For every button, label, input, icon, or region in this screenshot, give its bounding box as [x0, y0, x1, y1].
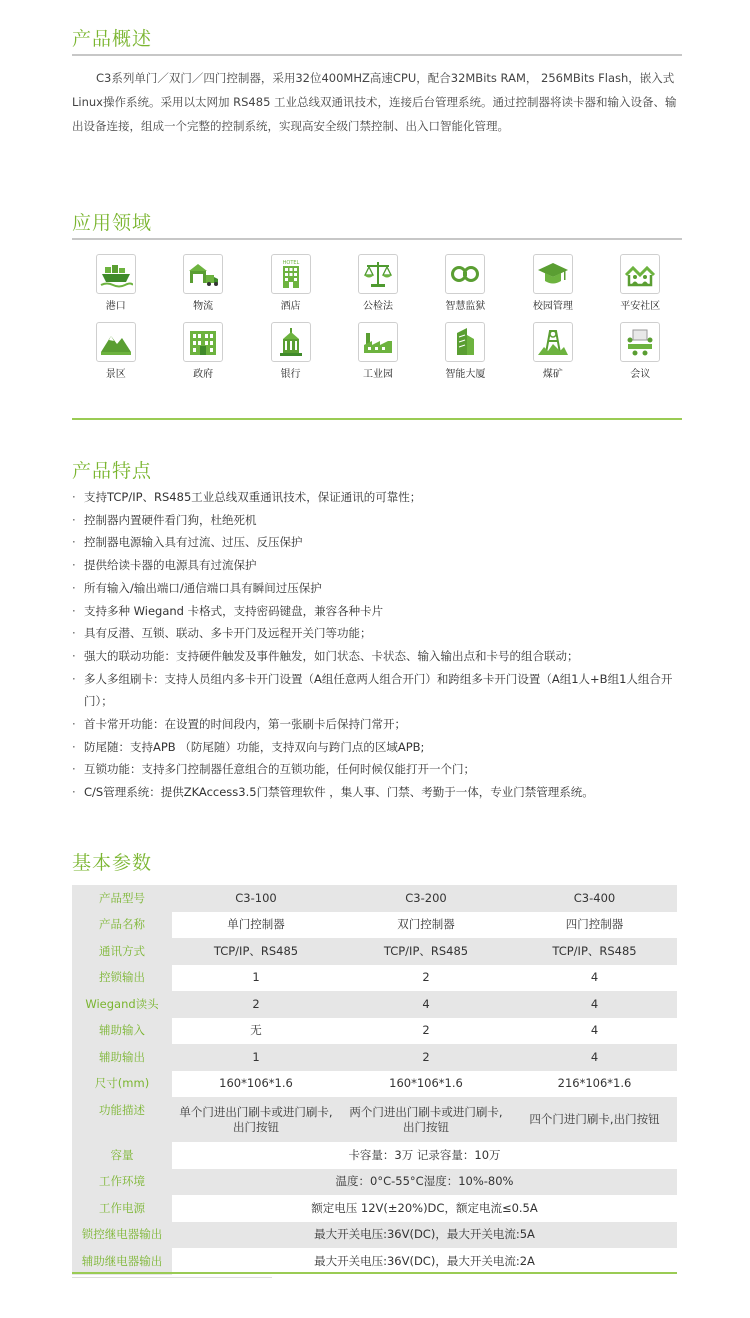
row-label: 锁控继电器输出: [72, 1222, 172, 1249]
app-item-government: [159, 322, 246, 382]
bank-icon: [271, 322, 311, 362]
feature-item: · 支持多种 Wiegand 卡格式，支持密码键盘，兼容各种卡片: [72, 600, 687, 623]
app-item-industrial-park: [334, 322, 421, 382]
applications-bottom-divider: [72, 418, 682, 420]
table-row: [72, 1169, 677, 1196]
app-item-scenic: [72, 322, 159, 382]
row-label: 产品名称: [72, 912, 172, 939]
scenic-icon: [96, 322, 136, 362]
hotel-sign-text: HOTEL: [282, 260, 299, 266]
app-item-logistics: [159, 254, 246, 314]
app-item-port: [72, 254, 159, 314]
cell-value: 额定电压 12V(±20%)DC，额定电流≤0.5A: [172, 1195, 677, 1222]
prison-icon: [445, 254, 485, 294]
cell-value: 2: [340, 1018, 512, 1045]
cell-value: 4: [512, 965, 677, 992]
feature-item: · C/S管理系统：提供ZKAccess3.5门禁管理软件 ，集人事、门禁、考勤于一体，专业门禁管理系统。: [72, 781, 687, 804]
feature-item: · 防尾随：支持APB （防尾随）功能，支持双向与跨门点的区域APB;: [72, 736, 687, 759]
app-label: 酒店: [280, 301, 301, 312]
app-label: 银行: [280, 369, 301, 380]
cell-value: C3-100: [172, 885, 340, 912]
feature-item: · 多人多组刷卡：支持人员组内多卡开门设置（A组任意两人组合开门）和跨组多卡开门设置（A组1人+B组1人组合开门）；: [72, 668, 687, 713]
row-label: 尺寸(mm): [72, 1071, 172, 1098]
cell-value: C3-400: [512, 885, 677, 912]
feature-item: · 强大的联动功能：支持硬件触发及事件触发，如门状态、卡状态、输入输出点和卡号的组合联动；: [72, 645, 687, 668]
row-label: 工作电源: [72, 1195, 172, 1222]
cell-value: 4: [512, 991, 677, 1018]
app-label: 智能大厦: [445, 369, 486, 380]
table-row: [72, 1097, 677, 1142]
app-label: 政府: [193, 369, 214, 380]
app-label: 智慧监狱: [445, 301, 486, 312]
table-row: [72, 991, 677, 1018]
cell-value: 160*106*1.6: [340, 1071, 512, 1098]
table-row: [72, 938, 677, 965]
table-row: [72, 1044, 677, 1071]
cell-value: 1: [172, 965, 340, 992]
cell-value: 2: [340, 965, 512, 992]
cell-value: 最大开关电压:36V(DC)，最大开关电流:5A: [172, 1222, 677, 1249]
table-row: [72, 1018, 677, 1045]
government-icon: [183, 322, 223, 362]
app-label: 物流: [193, 301, 214, 312]
row-label: 控锁输出: [72, 965, 172, 992]
row-label: 容量: [72, 1142, 172, 1169]
logistics-icon: [183, 254, 223, 294]
feature-item: · 控制器内置硬件看门狗，杜绝死机: [72, 509, 687, 532]
feature-item: · 支持TCP/IP、RS485工业总线双重通讯技术，保证通讯的可靠性；: [72, 486, 687, 509]
feature-item: · 互锁功能：支持多门控制器任意组合的互锁功能，任何时候仅能打开一个门；: [72, 758, 687, 781]
feature-list: [72, 486, 687, 804]
cell-value: 2: [172, 991, 340, 1018]
cell-value: TCP/IP、RS485: [512, 938, 677, 965]
feature-item: · 首卡常开功能：在设置的时间段内，第一张刷卡后保持门常开；: [72, 713, 687, 736]
row-label: 通讯方式: [72, 938, 172, 965]
smart-building-icon: [445, 322, 485, 362]
app-label: 港口: [105, 301, 126, 312]
cell-value: 4: [340, 991, 512, 1018]
community-icon: [620, 254, 660, 294]
cell-value: 1: [172, 1044, 340, 1071]
table-row: [72, 1071, 677, 1098]
app-item-justice: [334, 254, 421, 314]
overview-text: C3系列单门／双门／四门控制器，采用32位400MHZ高速CPU，配合32MBits RAM， 256MBits Flash，嵌入式Linux操作系统。采用以太网加 RS485 工业总线双通讯技术，连接后台管理系统。通过控制器将读卡器和输入设备、输出设备连接，组成一个完整的控制系统，实现高安全级门禁控制、出入口智能化管理。: [72, 71, 677, 133]
feature-item: · 提供给读卡器的电源具有过流保护: [72, 554, 687, 577]
campus-icon: [533, 254, 573, 294]
cell-value: 无: [172, 1018, 340, 1045]
cell-value: 双门控制器: [340, 912, 512, 939]
industrial-park-icon: [358, 322, 398, 362]
app-label: 公检法: [362, 301, 393, 312]
row-label: 工作环境: [72, 1169, 172, 1196]
cell-value: C3-200: [340, 885, 512, 912]
application-grid: [72, 254, 684, 382]
features-title: 产品特点: [72, 460, 153, 482]
cell-value: TCP/IP、RS485: [172, 938, 340, 965]
table-row: [72, 1222, 677, 1249]
app-item-bank: [247, 322, 334, 382]
app-label: 会议: [630, 369, 651, 380]
cell-value: 4: [512, 1044, 677, 1071]
cell-value: 160*106*1.6: [172, 1071, 340, 1098]
cell-value: 温度：0°C-55°C湿度：10%-80%: [172, 1169, 677, 1196]
cell-value: 卡容量：3万 记录容量：10万: [172, 1142, 677, 1169]
app-item-community: [597, 254, 684, 314]
meeting-icon: [620, 322, 660, 362]
row-label: Wiegand读头: [72, 991, 172, 1018]
app-item-meeting: [597, 322, 684, 382]
params-table: [72, 885, 677, 1275]
overview-divider: [72, 54, 682, 56]
feature-item: · 具有反潜、互锁、联动、多卡开门及远程开关门等功能；: [72, 622, 687, 645]
app-label: 景区: [105, 369, 126, 380]
table-row: [72, 965, 677, 992]
app-item-hotel: [247, 254, 334, 314]
cell-value: 216*106*1.6: [512, 1071, 677, 1098]
params-bottom-subdivider: [72, 1277, 272, 1278]
hotel-icon: [271, 254, 311, 294]
overview-title: 产品概述: [72, 28, 153, 50]
cell-value: 四门控制器: [512, 912, 677, 939]
app-item-prison: [422, 254, 509, 314]
app-item-campus: [509, 254, 596, 314]
cell-value: 两个门进出门刷卡或进门刷卡,出门按钮: [340, 1097, 512, 1142]
table-row: [72, 1195, 677, 1222]
params-title: 基本参数: [72, 852, 153, 874]
table-row: [72, 1142, 677, 1169]
table-row: [72, 912, 677, 939]
cell-value: 单个门进出门刷卡或进门刷卡,出门按钮: [172, 1097, 340, 1142]
row-label: 产品型号: [72, 885, 172, 912]
app-label: 平安社区: [620, 301, 661, 312]
coal-mine-icon: [533, 322, 573, 362]
params-bottom-divider: [72, 1272, 677, 1274]
app-label: 工业园: [362, 369, 393, 380]
feature-item: · 所有输入/输出端口/通信端口具有瞬间过压保护: [72, 577, 687, 600]
cell-value: 最大开关电压:36V(DC)，最大开关电流:2A: [172, 1248, 677, 1275]
justice-icon: [358, 254, 398, 294]
port-icon: [96, 254, 136, 294]
cell-value: 4: [512, 1018, 677, 1045]
row-label: 辅助继电器输出: [72, 1248, 172, 1275]
row-label: 辅助输入: [72, 1018, 172, 1045]
applications-title: 应用领域: [72, 212, 153, 234]
applications-divider: [72, 238, 682, 240]
cell-value: TCP/IP、RS485: [340, 938, 512, 965]
cell-value: 四个门进门刷卡,出门按钮: [512, 1097, 677, 1142]
cell-value: 2: [340, 1044, 512, 1071]
feature-item: · 控制器电源输入具有过流、过压、反压保护: [72, 531, 687, 554]
table-row: [72, 885, 677, 912]
app-item-smart-building: [422, 322, 509, 382]
row-label: 功能描述: [72, 1097, 172, 1142]
app-label: 煤矿: [542, 369, 563, 380]
app-item-coal-mine: [509, 322, 596, 382]
app-label: 校园管理: [532, 301, 573, 312]
cell-value: 单门控制器: [172, 912, 340, 939]
row-label: 辅助输出: [72, 1044, 172, 1071]
table-row: [72, 1248, 677, 1275]
